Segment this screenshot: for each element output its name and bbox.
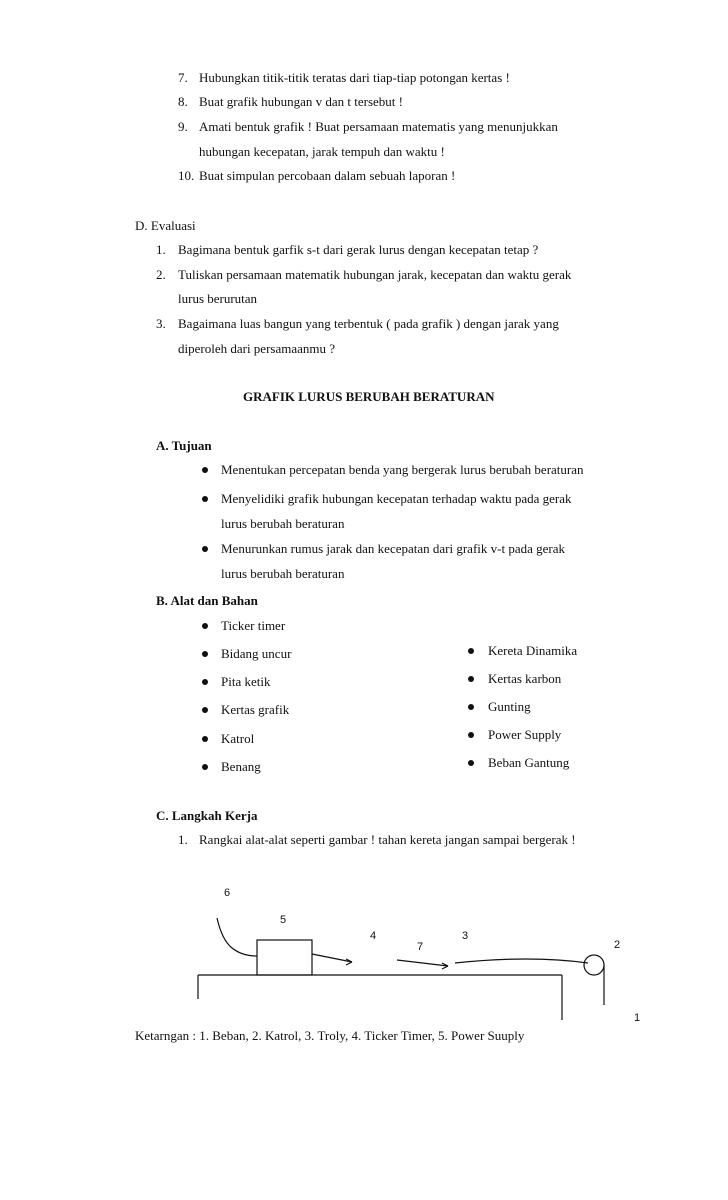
step-9-text-continued: hubungan kecepatan, jarak tempuh dan waktu ! bbox=[199, 144, 445, 159]
tujuan-2-text: Menyelidiki grafik hubungan kecepatan terhadap waktu pada gerak bbox=[221, 491, 572, 506]
step-7-number: 7. bbox=[178, 70, 188, 85]
alat-right-4: Power Supply bbox=[488, 727, 562, 742]
langkah-heading: C. Langkah Kerja bbox=[156, 808, 258, 823]
langkah-1-text: Rangkai alat-alat seperti gambar ! tahan kereta jangan sampai bergerak ! bbox=[199, 832, 576, 847]
step-8-number: 8. bbox=[178, 94, 188, 109]
step-9-number: 9. bbox=[178, 119, 188, 134]
alat-left-5: Katrol bbox=[221, 731, 255, 746]
alat-left-1: Ticker timer bbox=[221, 618, 286, 633]
section-title: GRAFIK LURUS BERUBAH BERATURAN bbox=[243, 389, 495, 404]
tujuan-1-text: Menentukan percepatan benda yang bergerak lurus berubah beraturan bbox=[221, 462, 584, 477]
keterangan: Ketarngan : 1. Beban, 2. Katrol, 3. Troly, 4. Ticker Timer, 5. Power Suuply bbox=[135, 1028, 525, 1043]
alat-left-3: Pita ketik bbox=[221, 674, 271, 689]
tujuan-2-text-continued: lurus berubah beraturan bbox=[221, 516, 345, 531]
string bbox=[455, 959, 588, 963]
diagram-label-1: 1 bbox=[634, 1012, 641, 1024]
alat-heading: B. Alat dan Bahan bbox=[156, 593, 258, 608]
alat-left-4: Kertas grafik bbox=[221, 702, 290, 717]
evaluasi-1-number: 1. bbox=[156, 242, 166, 257]
power-supply-box bbox=[257, 940, 312, 975]
diagram-label-3: 3 bbox=[462, 930, 469, 942]
evaluasi-1-text: Bagimana bentuk garfik s-t dari gerak lurus dengan kecepatan tetap ? bbox=[178, 242, 539, 257]
diagram-label-6: 6 bbox=[224, 887, 231, 899]
diagram-label-4: 4 bbox=[370, 930, 377, 942]
evaluasi-3-text: Bagaimana luas bangun yang terbentuk ( pada grafik ) dengan jarak yang bbox=[178, 316, 559, 331]
tujuan-3-text: Menurunkan rumus jarak dan kecepatan dari grafik v-t pada gerak bbox=[221, 541, 565, 556]
diagram-label-5: 5 bbox=[280, 914, 287, 926]
alat-right-3: Gunting bbox=[488, 699, 531, 714]
diagram-label-2: 2 bbox=[614, 939, 621, 951]
step-7-text: Hubungkan titik-titik teratas dari tiap-tiap potongan kertas ! bbox=[199, 70, 510, 85]
step-9-text: Amati bentuk grafik ! Buat persamaan matematis yang menunjukkan bbox=[199, 119, 558, 134]
diagram-label-7: 7 bbox=[417, 941, 424, 953]
ticker-wire bbox=[312, 954, 352, 962]
langkah-1-number: 1. bbox=[178, 832, 188, 847]
troly-line bbox=[397, 960, 448, 966]
evaluasi-3-number: 3. bbox=[156, 316, 166, 331]
power-cable bbox=[217, 918, 257, 956]
tujuan-3-text-continued: lurus berubah beraturan bbox=[221, 566, 345, 581]
tujuan-heading: A. Tujuan bbox=[156, 438, 212, 453]
pulley bbox=[584, 955, 604, 975]
alat-left-2: Bidang uncur bbox=[221, 646, 292, 661]
evaluasi-heading: D. Evaluasi bbox=[135, 218, 196, 233]
step-10-number: 10. bbox=[178, 168, 195, 183]
step-8-text: Buat grafik hubungan v dan t tersebut ! bbox=[199, 94, 403, 109]
step-10-text: Buat simpulan percobaan dalam sebuah laporan ! bbox=[199, 168, 456, 183]
alat-right-1: Kereta Dinamika bbox=[488, 643, 578, 658]
evaluasi-3-text-continued: diperoleh dari persamaanmu ? bbox=[178, 341, 336, 356]
evaluasi-2-number: 2. bbox=[156, 267, 166, 282]
evaluasi-2-text: Tuliskan persamaan matematik hubungan jarak, kecepatan dan waktu gerak bbox=[178, 267, 572, 282]
alat-right-2: Kertas karbon bbox=[488, 671, 562, 686]
alat-right-5: Beban Gantung bbox=[488, 755, 570, 770]
evaluasi-2-text-continued: lurus berurutan bbox=[178, 291, 258, 306]
alat-left-6: Benang bbox=[221, 759, 261, 774]
